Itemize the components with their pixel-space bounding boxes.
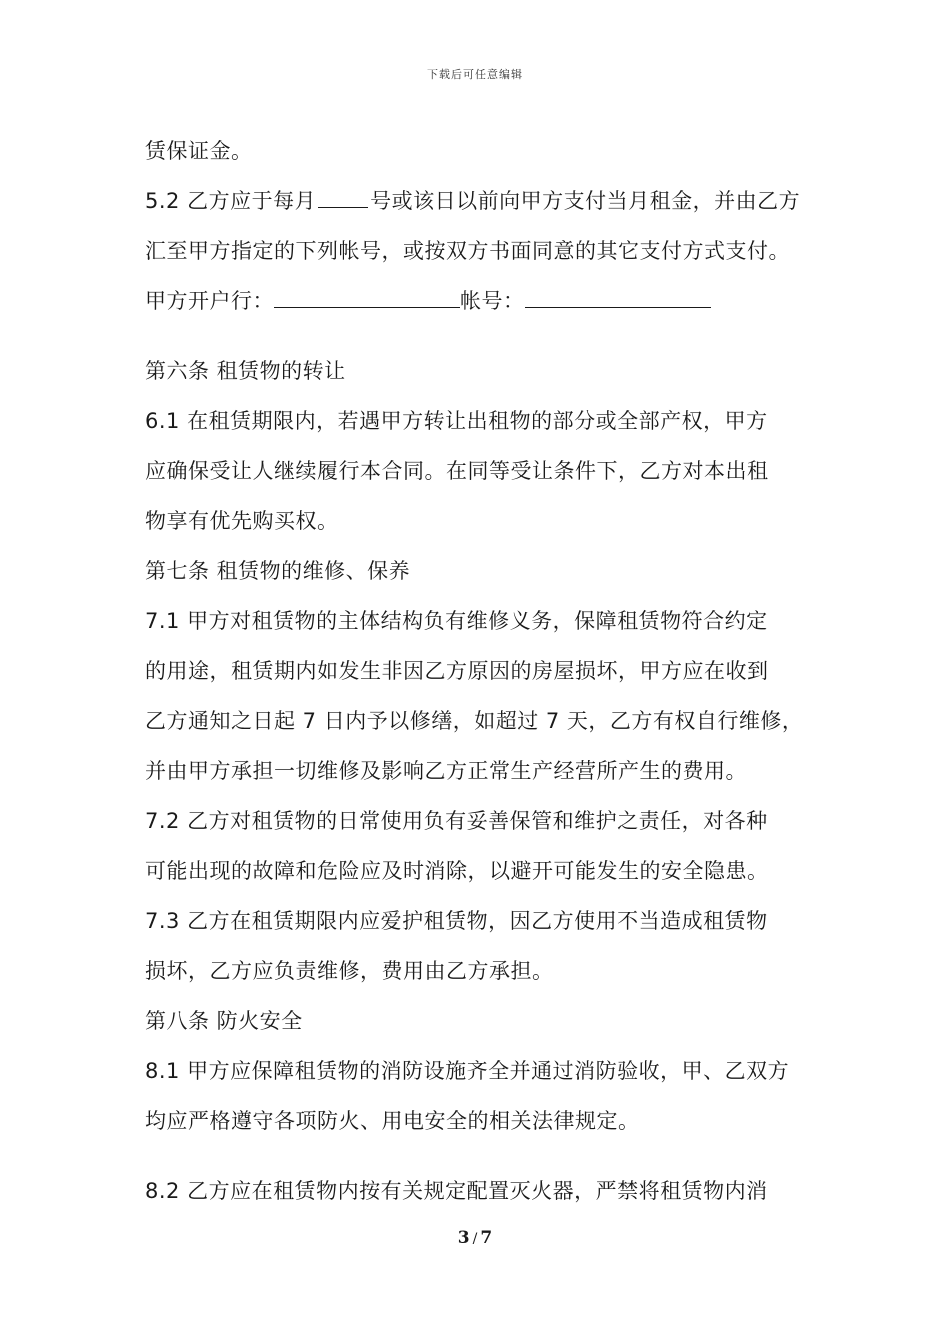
text-line-11: 的用途，租赁期内如发生非因乙方原因的房屋损坏，甲方应在收到 [145,659,769,683]
page-separator: / [472,1231,478,1247]
account-blank [525,287,711,308]
rent-day-blank [318,187,368,208]
clause-5-2-rest: 号或该日以前向甲方支付当月租金，并由乙方 [370,189,801,213]
section-heading-6: 第六条 租赁物的转让 [145,359,346,383]
text-line-4 [145,287,711,315]
account-label: 帐号： [460,289,525,313]
text-line-13: 并由甲方承担一切维修及影响乙方正常生产经营所产生的费用。 [145,759,747,783]
text-line-19: 8.1 甲方应保障租赁物的消防设施齐全并通过消防验收，甲、乙双方 [145,1059,790,1083]
text-line-1: 赁保证金。 [145,139,253,163]
page-number [0,1228,950,1248]
bank-label: 甲方开户行： [145,289,274,313]
page-current: 3 [457,1228,470,1248]
text-line-16: 7.3 乙方在租赁期限内应爱护租赁物，因乙方使用不当造成租赁物 [145,909,768,933]
text-line-8: 物享有优先购买权。 [145,509,339,533]
page-total: 7 [480,1228,493,1248]
clause-5-2-start: 5.2 乙方应于每月 [145,189,317,213]
text-line-14: 7.2 乙方对租赁物的日常使用负有妥善保管和维护之责任，对各种 [145,809,768,833]
text-line-12: 乙方通知之日起 7 日内予以修缮，如超过 7 天，乙方有权自行维修， [145,709,804,733]
text-line-20: 均应严格遵守各项防火、用电安全的相关法律规定。 [145,1109,640,1133]
text-line-21: 8.2 乙方应在租赁物内按有关规定配置灭火器，严禁将租赁物内消 [145,1179,768,1203]
header-note: 下载后可任意编辑 [427,68,523,81]
text-line-6: 6.1 在租赁期限内，若遇甲方转让出租物的部分或全部产权，甲方 [145,409,768,433]
text-line-10: 7.1 甲方对租赁物的主体结构负有维修义务，保障租赁物符合约定 [145,609,768,633]
bank-blank [274,287,460,308]
section-heading-7: 第七条 租赁物的维修、保养 [145,559,411,583]
text-line-7: 应确保受让人继续履行本合同。在同等受让条件下，乙方对本出租 [145,459,769,483]
text-line-2 [145,187,800,215]
text-line-17: 损坏，乙方应负责维修，费用由乙方承担。 [145,959,554,983]
text-line-3: 汇至甲方指定的下列帐号，或按双方书面同意的其它支付方式支付。 [145,239,790,263]
text-line-15: 可能出现的故障和危险应及时消除，以避开可能发生的安全隐患。 [145,859,769,883]
section-heading-8: 第八条 防火安全 [145,1009,303,1033]
